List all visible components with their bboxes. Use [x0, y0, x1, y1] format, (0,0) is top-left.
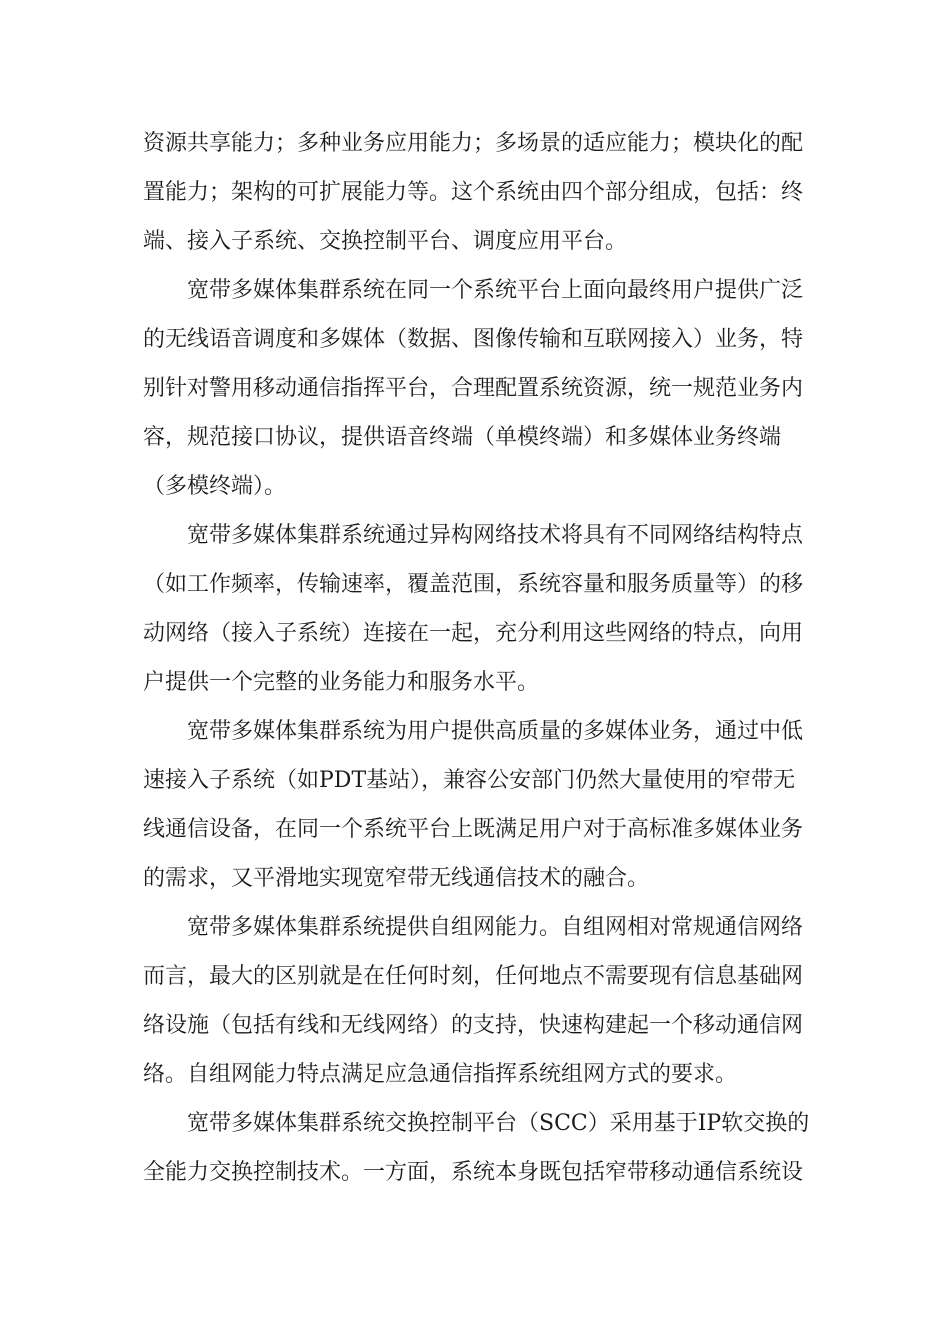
text-line: 资源共享能力；多种业务应用能力；多场景的适应能力；模块化的配	[143, 131, 804, 156]
document-page	[143, 119, 810, 1197]
text-line: 全能力交换控制技术。一方面，系统本身既包括窄带移动通信系统设	[143, 1160, 804, 1185]
text-line: 容，规范接口协议，提供语音终端（单模终端）和多媒体业务终端	[143, 425, 782, 450]
text-line: 络。自组网能力特点满足应急通信指挥系统组网方式的要求。	[143, 1062, 738, 1087]
text-line: 络设施（包括有线和无线网络）的支持，快速构建起一个移动通信网	[143, 1013, 804, 1038]
text-line: 速接入子系统（如PDT基站），兼容公安部门仍然大量使用的窄带无	[143, 768, 796, 793]
text-line: 端、接入子系统、交换控制平台、调度应用平台。	[143, 229, 628, 254]
paragraph-first-line: 宽带多媒体集群系统为用户提供高质量的多媒体业务，通过中低	[187, 719, 804, 744]
paragraph-first-line: 宽带多媒体集群系统交换控制平台（SCC）采用基于IP软交换的	[187, 1111, 810, 1136]
text-line: 置能力；架构的可扩展能力等。这个系统由四个部分组成，包括：终	[143, 180, 804, 205]
text-line: 动网络（接入子系统）连接在一起，充分利用这些网络的特点，向用	[143, 621, 804, 646]
text-line: 的无线语音调度和多媒体（数据、图像传输和互联网接入）业务，特	[143, 327, 804, 352]
text-line: （如工作频率，传输速率，覆盖范围，系统容量和服务质量等）的移	[143, 572, 804, 597]
paragraph-first-line: 宽带多媒体集群系统通过异构网络技术将具有不同网络结构特点	[187, 523, 804, 548]
paragraph-first-line: 宽带多媒体集群系统提供自组网能力。自组网相对常规通信网络	[187, 915, 804, 940]
text-line: 而言，最大的区别就是在任何时刻，任何地点不需要现有信息基础网	[143, 964, 804, 989]
paragraph-first-line: 宽带多媒体集群系统在同一个系统平台上面向最终用户提供广泛	[187, 278, 804, 303]
text-line: 线通信设备，在同一个系统平台上既满足用户对于高标准多媒体业务	[143, 817, 804, 842]
text-line: 户提供一个完整的业务能力和服务水平。	[143, 670, 540, 695]
text-line: 的需求，又平滑地实现宽窄带无线通信技术的融合。	[143, 866, 650, 891]
text-line: （多模终端）。	[143, 474, 287, 499]
text-line: 别针对警用移动通信指挥平台，合理配置系统资源，统一规范业务内	[143, 376, 804, 401]
